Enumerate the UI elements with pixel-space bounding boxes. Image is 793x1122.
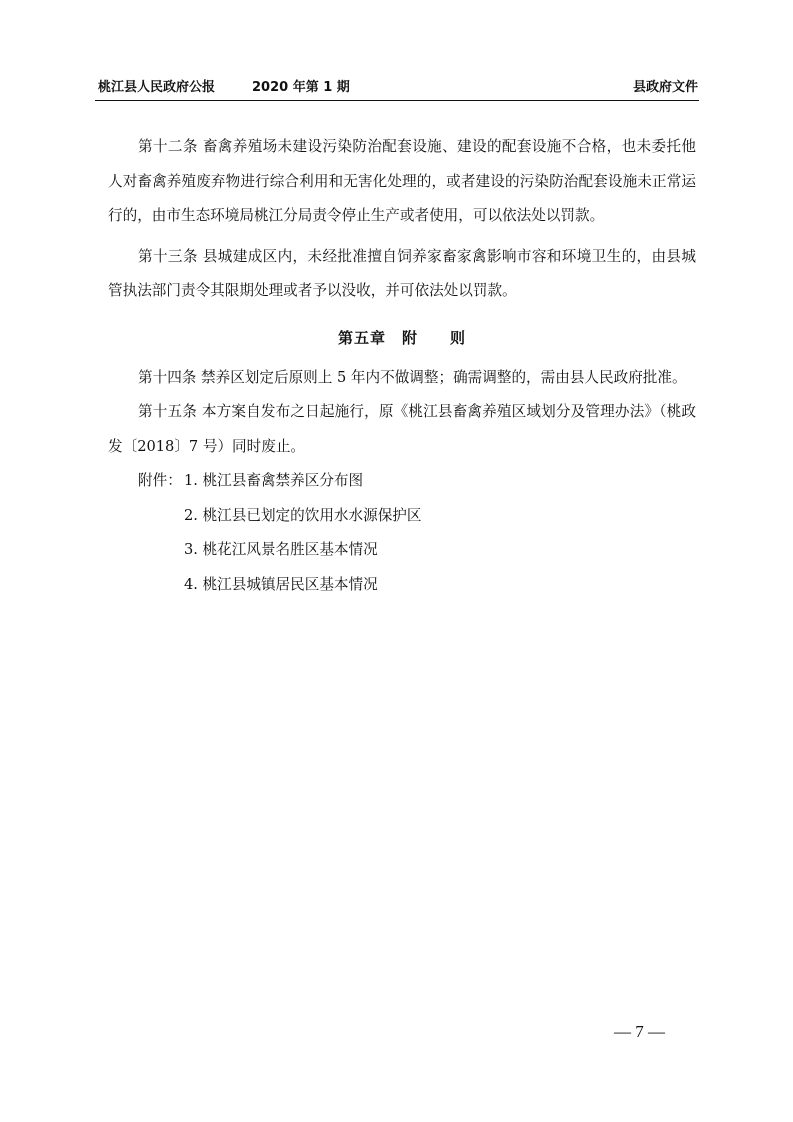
article-14: 第十四条 禁养区划定后原则上 5 年内不做调整；确需调整的，需由县人民政府批准。 [138, 368, 687, 386]
page-number: — 7 — [614, 1022, 665, 1041]
document-body [108, 130, 696, 602]
publication-title: 桃江县人民政府公报 [98, 80, 216, 95]
article-12: 第十二条 畜禽养殖场未建设污染防治配套设施、建设的配套设施不合格，也未委托他人对畜禽养殖废弃物进行综合利用和无害化处理的，或者建设的污染防治配套设施未正常运行的，由市生态环境局桃江分局责令停止生产或者使用，可以依法处以罚款。 [108, 138, 696, 224]
attachment-row [108, 464, 696, 499]
attachment-item: 4. 桃江县城镇居民区基本情况 [184, 575, 378, 593]
article-15: 第十五条 本方案自发布之日起施行，原《桃江县畜禽养殖区域划分及管理办法》（桃政发〔2018〕7 号）同时废止。 [108, 403, 696, 455]
attachment-item: 1. 桃江县畜禽禁养区分布图 [184, 472, 364, 489]
attachment-row [108, 568, 696, 603]
attachment-item: 2. 桃江县已划定的饮用水水源保护区 [184, 506, 422, 524]
chapter-heading: 第五章 附 则 [337, 328, 466, 347]
attachment-label: 附件： [138, 472, 182, 489]
section-title: 县政府文件 [632, 80, 698, 95]
attachment-row [108, 533, 696, 568]
header-rule [95, 100, 699, 101]
attachment-item: 3. 桃花江风景名胜区基本情况 [184, 541, 378, 558]
issue-number: 2020 年第 1 期 [252, 80, 350, 95]
page-header [98, 78, 698, 98]
attachment-row [108, 499, 696, 534]
article-13: 第十三条 县城建成区内，未经批准擅自饲养家畜家禽影响市容和环境卫生的，由县城管执法部门责令其限期处理或者予以没收，并可依法处以罚款。 [108, 247, 696, 299]
